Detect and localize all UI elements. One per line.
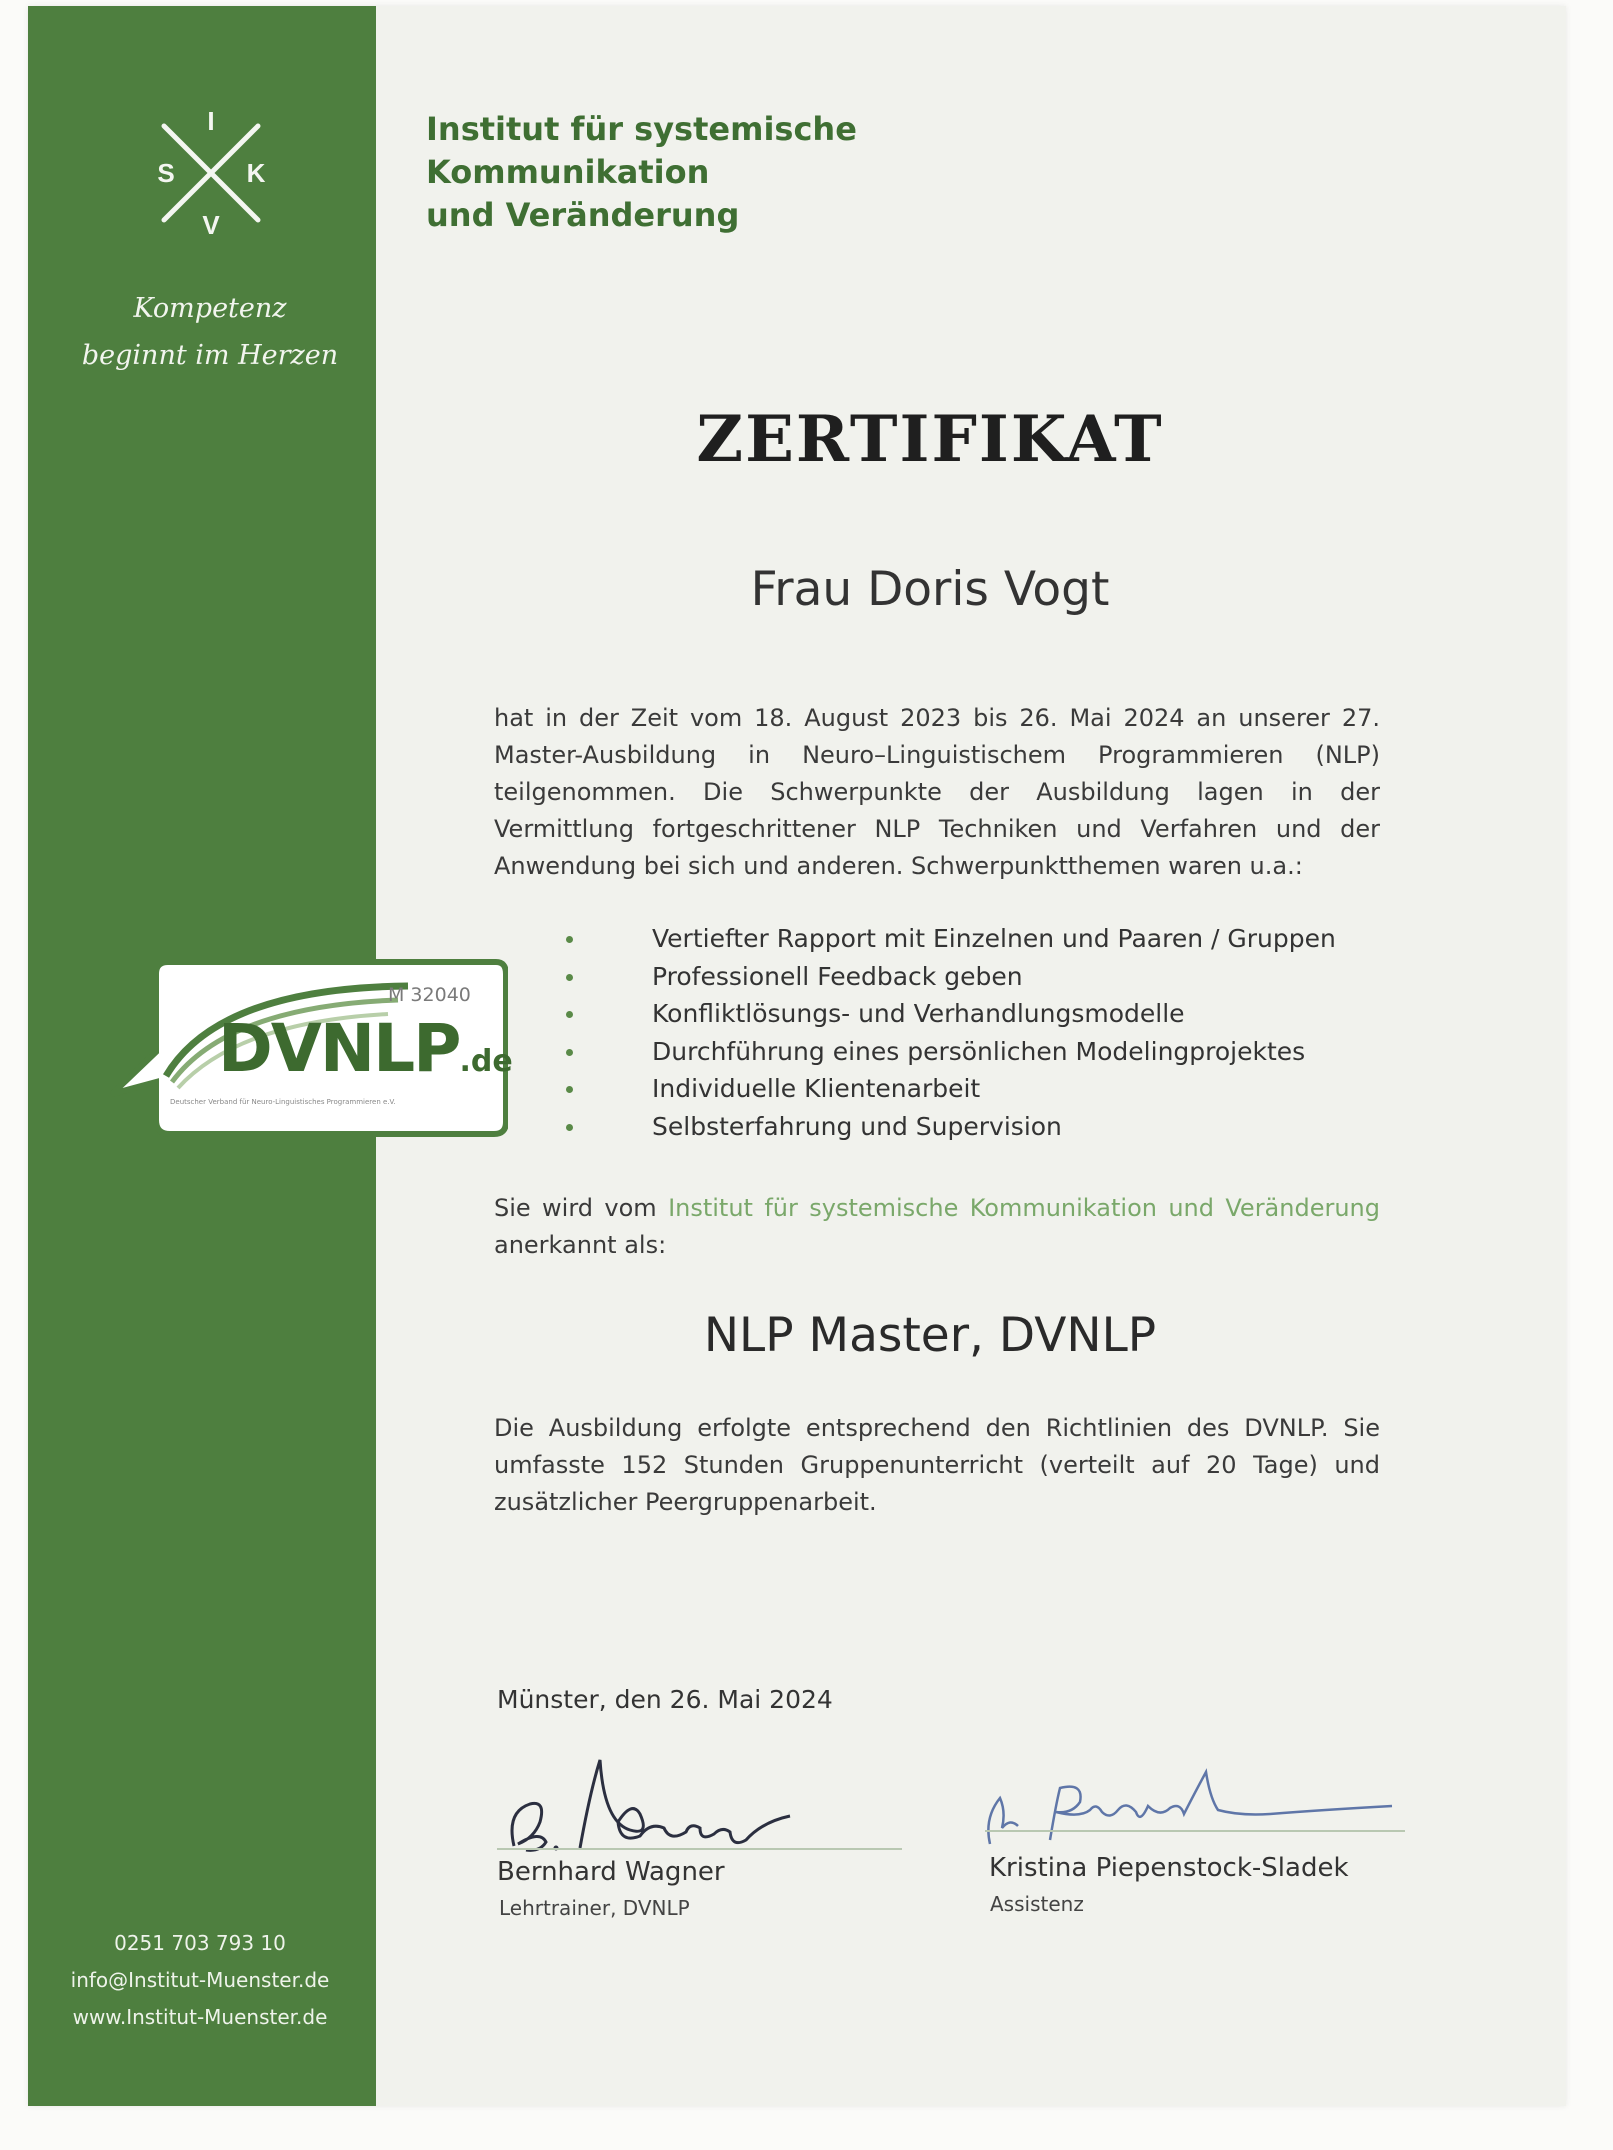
institute-line-3: und Veränderung [426,196,740,234]
topic-item: Professionell Feedback geben [560,958,1336,996]
contact-email: info@Institut-Muenster.de [70,1968,330,1992]
logo-letter-bottom: V [202,210,220,234]
institute-name [426,108,857,237]
iskv-logo [150,112,272,234]
signature-line-1 [497,1848,902,1850]
topic-item: Konfliktlösungs- und Verhandlungsmodelle [560,995,1336,1033]
degree-title: NLP Master, DVNLP [703,1308,1157,1363]
slogan [60,285,360,379]
signature-piepenstock [980,1758,1400,1854]
topic-item: Selbsterfahrung und Supervision [560,1108,1336,1146]
dvnlp-badge [108,948,513,1144]
signer-1-name: Bernhard Wagner [497,1857,725,1887]
topics-list [560,920,1336,1145]
signer-2-name: Kristina Piepenstock-Sladek [989,1853,1349,1883]
contact-block [50,1925,350,2036]
place-date: Münster, den 26. Mai 2024 [497,1685,833,1714]
contact-website: www.Institut-Muenster.de [72,2005,328,2029]
logo-letter-left: S [157,158,175,188]
badge-fine-print: Deutscher Verband für Neuro-Linguistisches Programmieren e.V. [170,1098,396,1106]
signer-2-role: Assistenz [990,1892,1084,1916]
details-paragraph: Die Ausbildung erfolgte entsprechend den Richtlinien des DVNLP. Sie umfasste 152 Stunden Gruppenunterricht (verteilt auf 20 Tage) und zusätzlicher Peergruppenarbeit. [494,1414,1380,1516]
signer-1-role: Lehrtrainer, DVNLP [499,1896,690,1920]
institute-line-1: Institut für systemische [426,110,857,148]
institute-line-2: Kommunikation [426,153,710,191]
topic-item: Durchführung eines persönlichen Modelingprojektes [560,1033,1336,1071]
certificate-title: ZERTIFIKAT [696,402,1164,477]
logo-letter-top: I [207,112,215,136]
contact-phone: 0251 703 793 10 [114,1931,286,1955]
topic-item: Vertiefter Rapport mit Einzelnen und Paaren / Gruppen [560,920,1336,958]
logo-letter-right: K [246,158,266,188]
recognition-prefix: Sie wird vom [494,1194,657,1222]
topic-item: Individuelle Klientenarbeit [560,1070,1336,1108]
signature-wagner [500,1752,840,1862]
badge-brand-text: DVNLP [218,1010,460,1087]
recognition-suffix: anerkannt als: [494,1231,667,1259]
badge-tld: .de [459,1044,513,1079]
signature-line-2 [985,1830,1405,1832]
recognition-paragraph [494,1190,1380,1264]
badge-code: M 32040 [388,984,471,1006]
badge-brand [218,1010,513,1087]
recognition-institute: Institut für systemische Kommunikation und Veränderung [668,1194,1381,1222]
slogan-line-2: beginnt im Herzen [81,340,339,371]
intro-paragraph: hat in der Zeit vom 18. August 2023 bis 26. Mai 2024 an unserer 27. Master-Ausbildung in Neuro–Linguistischem Programmieren (NLP) teilgenommen. Die Schwerpunkte der Ausbildung lagen in der Vermittlung fortgeschrittener NLP Techniken und Verfahren und der Anwendung bei sich und anderen. Schwerpunktthemen waren u.a.: [494,704,1380,880]
recipient-name: Frau Doris Vogt [750,562,1110,617]
slogan-line-1: Kompetenz [133,293,287,324]
